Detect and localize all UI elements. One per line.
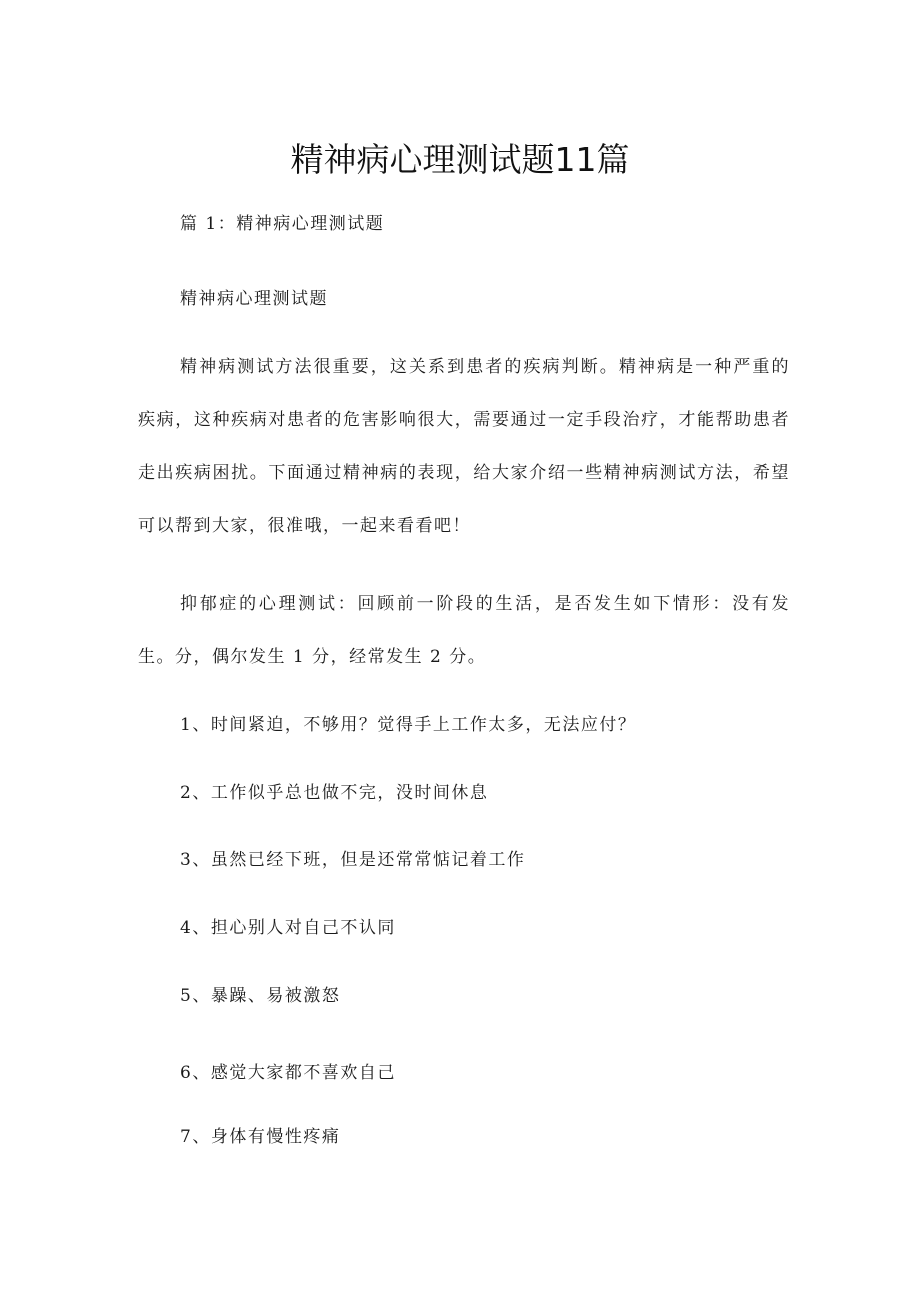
document-title: 精神病心理测试题11篇	[290, 140, 630, 179]
list-item: 5、暴躁、易被激怒	[180, 986, 341, 1006]
list-item: 6、感觉大家都不喜欢自己	[180, 1063, 396, 1083]
subheading: 精神病心理测试题	[180, 289, 328, 309]
list-item: 2、工作似乎总也做不完，没时间休息	[180, 783, 489, 803]
list-item: 7、身体有慢性疼痛	[180, 1127, 341, 1147]
list-item: 3、虽然已经下班，但是还常常惦记着工作	[180, 850, 526, 870]
list-item: 1、时间紧迫，不够用？觉得手上工作太多，无法应付？	[180, 715, 637, 735]
intro-paragraph: 精神病测试方法很重要，这关系到患者的疾病判断。精神病是一种严重的疾病，这种疾病对患者的危害影响很大，需要通过一定手段治疗，才能帮助患者走出疾病困扰。下面通过精神病的表现，给大家介绍一些精神病测试方法，希望可以帮到大家，很准哦，一起来看看吧！	[138, 357, 790, 536]
section-heading: 篇 1：精神病心理测试题	[180, 214, 385, 234]
list-item: 4、担心别人对自己不认同	[180, 918, 396, 938]
test-instructions-paragraph: 抑郁症的心理测试：回顾前一阶段的生活，是否发生如下情形：没有发生。分，偶尔发生 1 分，经常发生 2 分。	[138, 594, 790, 667]
